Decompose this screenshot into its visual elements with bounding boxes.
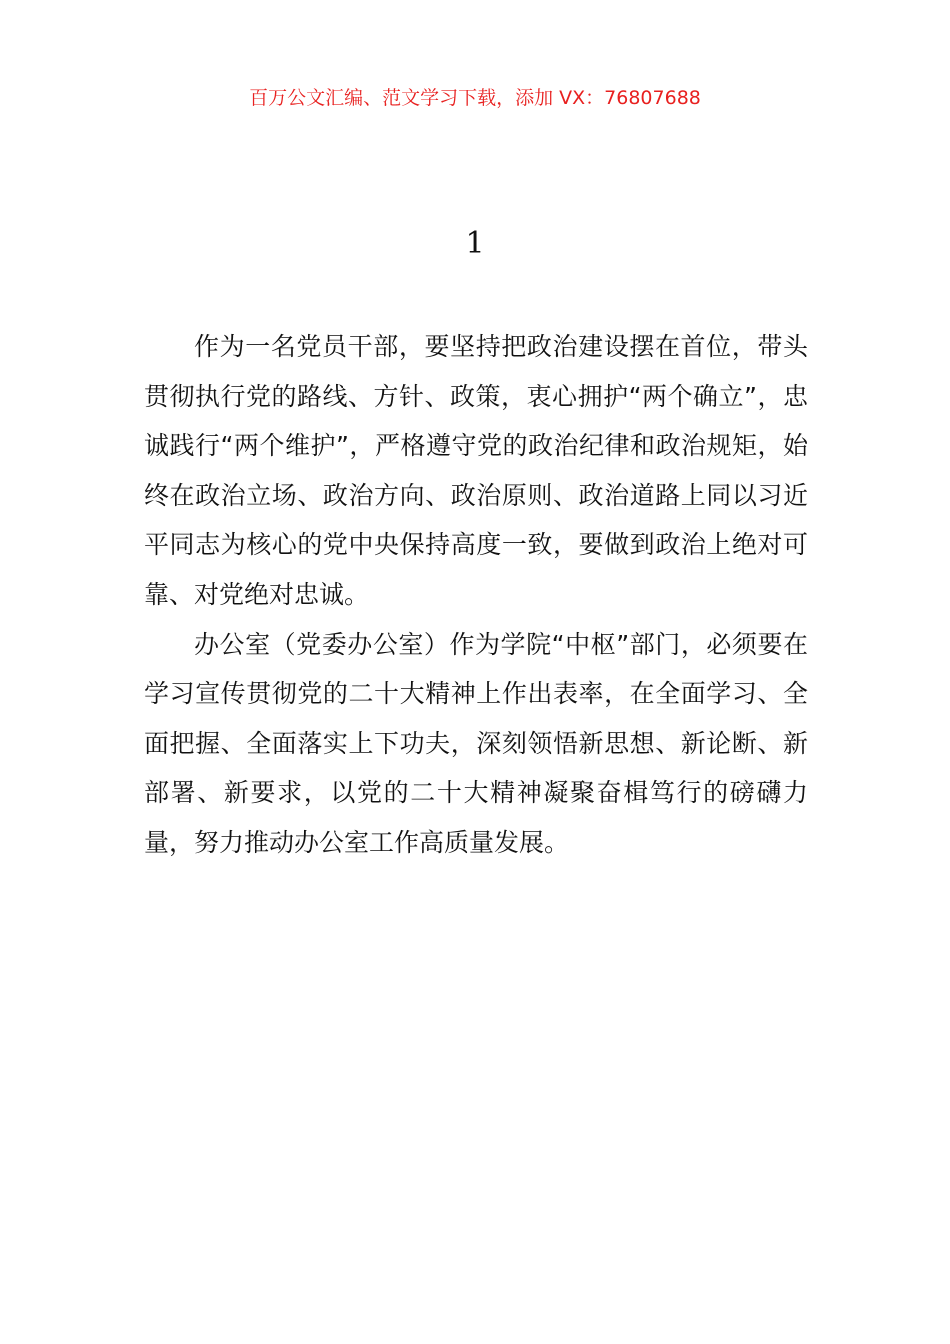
document-body [144, 322, 808, 868]
paragraph-2: 办公室（党委办公室）作为学院“中枢”部门，必须要在学习宣传贯彻党的二十大精神上作出表率，在全面学习、全面把握、全面落实上下功夫，深刻领悟新思想、新论断、新部署、新要求，以党的二十大精神凝聚奋楫笃行的磅礴力量，努力推动办公室工作高质量发展。 [144, 629, 808, 857]
paragraph-1: 作为一名党员干部，要坚持把政治建设摆在首位，带头贯彻执行党的路线、方针、政策，衷心拥护“两个确立”，忠诚践行“两个维护”，严格遵守党的政治纪律和政治规矩，始终在政治立场、政治方向、政治原则、政治道路上同以习近平同志为核心的党中央保持高度一致，要做到政治上绝对可靠、对党绝对忠诚。 [144, 332, 808, 609]
header-watermark-note: 百万公文汇编、范文学习下载，添加 VX：76807688 [249, 87, 701, 109]
page-number: 1 [465, 226, 485, 261]
